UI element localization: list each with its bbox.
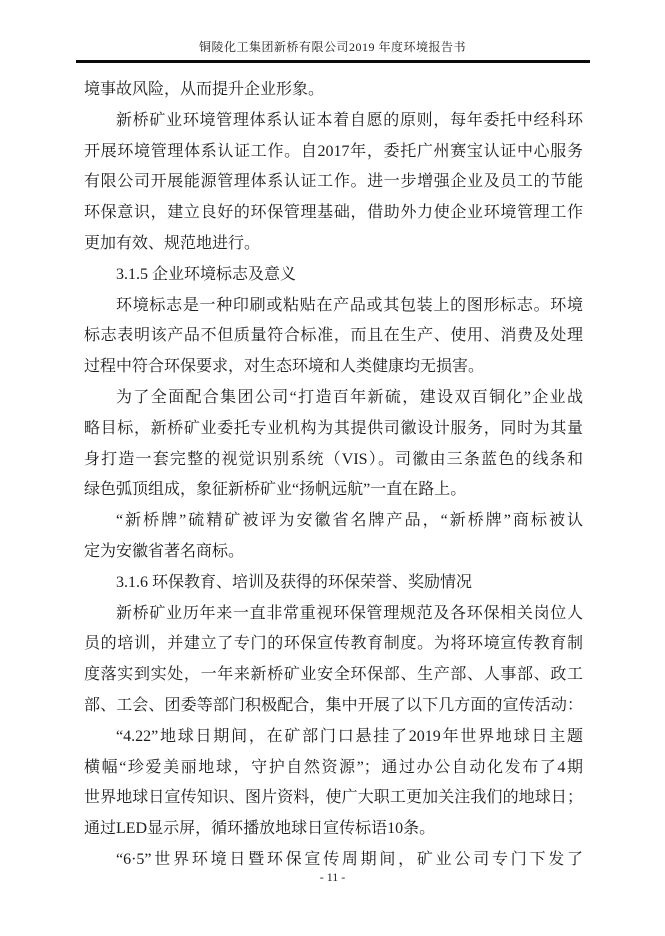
body-text (84, 75, 583, 876)
body-line: 身打造一套完整的视觉识别系统（VIS）。司徽由三条蓝色的线条和 (84, 450, 583, 468)
page-number: - 11 - (319, 870, 346, 884)
body-line: 为了全面配合集团公司“打造百年新硫，建设双百铜化”企业战 (116, 388, 583, 406)
body-line: 标志表明该产品不但质量符合标准，而且在生产、使用、消费及处理 (84, 327, 583, 345)
body-line: 横幅“珍爱美丽地球，守护自然资源”；通过办公自动化发布了4期 (84, 758, 583, 776)
body-line: 有限公司开展能源管理体系认证工作。进一步增强企业及员工的节能 (84, 173, 583, 191)
header-rule (76, 60, 590, 63)
body-line: 通过LED显示屏，循环播放地球日宣传标语10条。 (84, 820, 436, 838)
body-line: 世界地球日宣传知识、图片资料，使广大职工更加关注我们的地球日； (84, 789, 583, 807)
body-line: 定为安徽省著名商标。 (84, 542, 245, 560)
body-line: 新桥矿业历年来一直非常重视环保管理规范及各环保相关岗位人 (116, 604, 583, 622)
body-line: 新桥矿业环境管理体系认证本着自愿的原则，每年委托中经科环 (116, 111, 583, 129)
page-header-title: 铜陵化工集团新桥有限公司2019 年度环境报告书 (198, 40, 466, 54)
body-line: 员的培训，并建立了专门的环保宣传教育制度。为将环境宣传教育制 (84, 635, 583, 653)
body-line: 略目标，新桥矿业委托专业机构为其提供司徽设计服务，同时为其量 (84, 419, 583, 437)
body-line: “4.22”地球日期间，在矿部门口悬挂了2019年世界地球日主题 (116, 727, 583, 745)
section-heading: 3.1.6 环保教育、培训及获得的环保荣誉、奖励情况 (116, 573, 473, 591)
body-line: 环境标志是一种印刷或粘贴在产品或其包装上的图形标志。环境 (116, 296, 583, 314)
body-line: 过程中符合环保要求，对生态环境和人类健康均无损害。 (84, 358, 485, 376)
body-line: 度落实到实处，一年来新桥矿业安全环保部、生产部、人事部、政工 (84, 666, 583, 684)
section-heading: 3.1.5 企业环境标志及意义 (116, 265, 297, 283)
body-line: “6·5”世界环境日暨环保宣传周期间，矿业公司专门下发了 (116, 850, 583, 868)
body-line: 境事故风险，从而提升企业形象。 (84, 81, 325, 98)
body-line: 开展环境管理体系认证工作。自2017年，委托广州赛宝认证中心服务 (84, 142, 583, 160)
body-line: 更加有效、规范地进行。 (84, 234, 261, 252)
body-line: “新桥牌”硫精矿被评为安徽省名牌产品，“新桥牌”商标被认 (116, 512, 583, 530)
body-line: 部、工会、团委等部门积极配合，集中开展了以下几方面的宣传活动： (84, 696, 583, 714)
body-line: 绿色弧顶组成，象征新桥矿业“扬帆远航”一直在路上。 (84, 481, 467, 499)
body-line: 环保意识，建立良好的环保管理基础，借助外力使企业环境管理工作 (84, 204, 583, 222)
